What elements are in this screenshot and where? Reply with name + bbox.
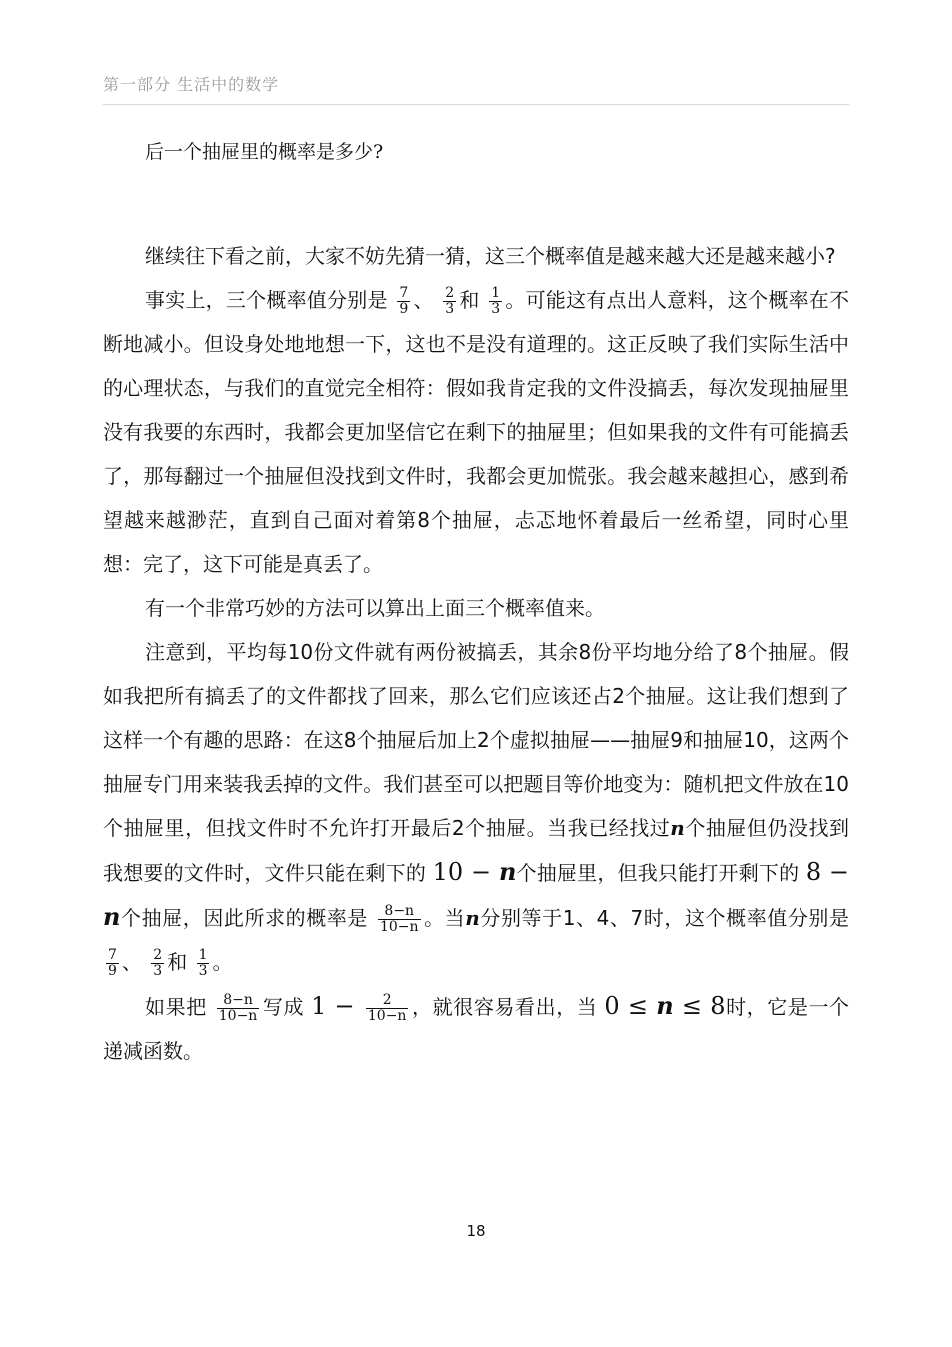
paragraph-2 xyxy=(103,278,849,586)
text-run: 如果把 xyxy=(145,995,207,1019)
running-header xyxy=(103,72,849,105)
fraction-1-3 xyxy=(197,948,210,979)
denominator: 10−n xyxy=(379,919,419,935)
text-run: 个抽屉但仍没找到我想要的文件时，文件只能在剩下的 xyxy=(103,816,850,885)
fraction-7-9 xyxy=(397,286,410,317)
denominator: 10−n xyxy=(367,1008,407,1024)
text-run: 、 xyxy=(121,950,142,974)
denominator: 3 xyxy=(198,963,208,979)
paragraph-1: 继续往下看之前，大家不妨先猜一猜，这三个概率值是越来越大还是越来越小? xyxy=(145,244,836,268)
math-expr: 1 − xyxy=(311,992,363,1020)
text-run: 和 xyxy=(459,288,480,312)
page-number: 18 xyxy=(466,1222,486,1240)
text-run: 、 xyxy=(413,288,434,312)
math-var-n: n xyxy=(103,902,121,931)
numerator: 7 xyxy=(108,947,117,963)
denominator: 10−n xyxy=(218,1008,258,1024)
denominator: 3 xyxy=(491,301,501,317)
question-line: 后一个抽屉里的概率是多少? xyxy=(145,141,384,163)
math-var-n: n xyxy=(498,857,517,886)
denominator: 3 xyxy=(445,301,455,317)
paragraph-3: 有一个非常巧妙的方法可以算出上面三个概率值来。 xyxy=(145,596,605,620)
math-var-n: n xyxy=(656,991,674,1020)
text-run: 和 xyxy=(167,950,188,974)
numerator: 8−n xyxy=(378,904,421,920)
numerator: 8−n xyxy=(217,993,260,1009)
paragraph-4 xyxy=(103,630,849,984)
paragraph-5 xyxy=(103,984,849,1073)
math-var-n: n xyxy=(670,816,685,840)
denominator: 3 xyxy=(153,963,163,979)
math-expr: 0 ≤ xyxy=(604,992,657,1020)
fraction-2-3 xyxy=(443,286,456,317)
text-run: ，就很容易看出，当 xyxy=(411,995,598,1019)
denominator: 9 xyxy=(399,301,409,317)
numerator: 2 xyxy=(366,993,409,1009)
text-run: 。 xyxy=(212,950,233,974)
text-run: 写成 xyxy=(262,995,305,1019)
text-run: 个抽屉里，但我只能打开剩下的 xyxy=(516,861,800,885)
math-expr: 8 − xyxy=(805,858,850,886)
fraction-7-9 xyxy=(106,948,119,979)
fraction-2-3 xyxy=(151,948,164,979)
text-run: 个抽屉，因此所求的概率是 xyxy=(120,906,368,930)
fraction-2-over-10-minus-n xyxy=(366,993,409,1024)
fraction-1-3 xyxy=(489,286,502,317)
fraction-8-minus-n xyxy=(217,993,260,1024)
fraction-8-minus-n xyxy=(378,904,421,935)
page-body xyxy=(103,130,849,1073)
text-run: 事实上，三个概率值分别是 xyxy=(145,288,388,312)
numerator: 1 xyxy=(491,285,501,301)
text-run: 注意到，平均每10份文件就有两份被搞丢，其余8份平均地分给了8个抽屉。假如我把所有搞丢了的文件都找了回来，那么它们应该还占2个抽屉。这让我们想到了这样一个有趣的思路：在这8个抽屉后加上2个虚拟抽屉——抽屉9和抽屉10，这两个抽屉专门用来装我丢掉的文件。我们甚至可以把题目等价地变为：随机把文件放在10个抽屉里，但找文件时不允许打开最后2个抽屉。当我已经找过 xyxy=(103,640,849,840)
numerator: 1 xyxy=(198,947,208,963)
text-run: 时，它是一个递减函数。 xyxy=(103,995,850,1063)
text-run: 。当 xyxy=(423,906,466,930)
header-title: 第一部分 生活中的数学 xyxy=(103,75,280,94)
text-run: 。可能这有点出人意料，这个概率在不断地减小。但设身处地地想一下，这也不是没有道理的。这正反映了我们实际生活中的心理状态，与我们的直觉完全相符：假如我肯定我的文件没搞丢，每次发现抽屉里没有我要的东西时，我都会更加坚信它在剩下的抽屉里；但如果我的文件有可能搞丢了，那每翻过一个抽屉但没找到文件时，我都会更加慌张。我会越来越担心，感到希望越来越渺茫，直到自己面对着第8个抽屉，忐忑地怀着最后一丝希望，同时心里想：完了，这下可能是真丢了。 xyxy=(103,288,850,576)
denominator: 9 xyxy=(108,963,117,979)
math-expr: ≤ 8 xyxy=(673,992,726,1020)
numerator: 2 xyxy=(153,947,163,963)
numerator: 2 xyxy=(445,285,455,301)
math-expr: 10 − xyxy=(432,858,499,886)
text-run: 分别等于1、4、7时，这个概率值分别是 xyxy=(479,906,850,930)
math-var-n: n xyxy=(465,906,480,930)
numerator: 7 xyxy=(399,285,409,301)
